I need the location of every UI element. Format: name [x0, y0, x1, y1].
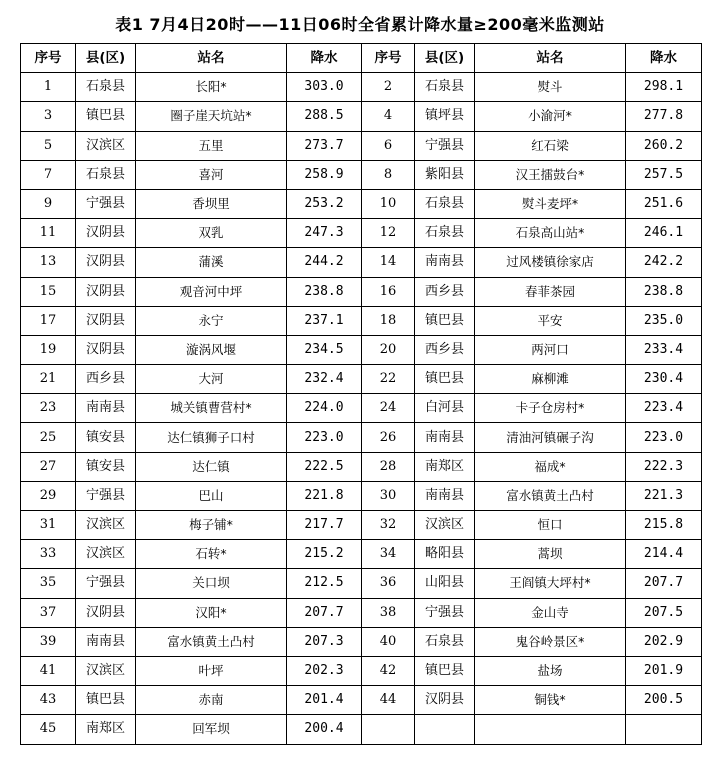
seq-cell: 4	[362, 102, 415, 131]
county-cell: 镇巴县	[415, 656, 475, 685]
county-cell: 石泉县	[415, 189, 475, 218]
table-row	[21, 73, 702, 102]
precipitation-cell: 277.8	[626, 102, 702, 131]
precipitation-cell: 238.8	[287, 277, 362, 306]
seq-cell: 44	[362, 686, 415, 715]
precipitation-cell: 207.3	[287, 627, 362, 656]
precipitation-cell: 212.5	[287, 569, 362, 598]
precipitation-cell: 232.4	[287, 365, 362, 394]
table-row	[21, 131, 702, 160]
precipitation-cell: 253.2	[287, 189, 362, 218]
station-cell: 王阎镇大坪村*	[475, 569, 626, 598]
seq-cell: 20	[362, 335, 415, 364]
county-cell: 镇安县	[76, 452, 136, 481]
precipitation-cell: 207.7	[287, 598, 362, 627]
seq-cell: 35	[21, 569, 76, 598]
precipitation-cell: 303.0	[287, 73, 362, 102]
table-row	[21, 423, 702, 452]
seq-cell: 33	[21, 540, 76, 569]
station-cell: 富水镇黄土凸村	[136, 627, 287, 656]
table-row	[21, 277, 702, 306]
seq-cell: 6	[362, 131, 415, 160]
header-county: 县(区)	[415, 44, 475, 73]
seq-cell: 17	[21, 306, 76, 335]
precipitation-cell: 237.1	[287, 306, 362, 335]
station-cell: 关口坝	[136, 569, 287, 598]
station-cell: 金山寺	[475, 598, 626, 627]
station-cell: 恒口	[475, 511, 626, 540]
table-row	[21, 306, 702, 335]
seq-cell: 38	[362, 598, 415, 627]
table-title: 表1 7月4日20时——11日06时全省累计降水量≥200毫米监测站	[115, 15, 605, 34]
table-row	[21, 219, 702, 248]
station-cell: 达仁镇	[136, 452, 287, 481]
precipitation-cell: 244.2	[287, 248, 362, 277]
seq-cell: 3	[21, 102, 76, 131]
seq-cell: 1	[21, 73, 76, 102]
station-cell: 石转*	[136, 540, 287, 569]
precipitation-cell: 202.9	[626, 627, 702, 656]
county-cell: 镇巴县	[76, 102, 136, 131]
station-cell: 观音河中坪	[136, 277, 287, 306]
county-cell	[415, 715, 475, 744]
seq-cell: 2	[362, 73, 415, 102]
seq-cell: 9	[21, 189, 76, 218]
seq-cell: 30	[362, 481, 415, 510]
county-cell: 镇巴县	[415, 365, 475, 394]
seq-cell: 19	[21, 335, 76, 364]
seq-cell: 25	[21, 423, 76, 452]
station-cell: 过风楼镇徐家店	[475, 248, 626, 277]
station-cell: 巴山	[136, 481, 287, 510]
county-cell: 南郑区	[415, 452, 475, 481]
table-row	[21, 365, 702, 394]
county-cell: 南南县	[76, 627, 136, 656]
seq-cell: 27	[21, 452, 76, 481]
seq-cell: 42	[362, 656, 415, 685]
precipitation-cell: 235.0	[626, 306, 702, 335]
seq-cell: 5	[21, 131, 76, 160]
county-cell: 山阳县	[415, 569, 475, 598]
header-seq: 序号	[362, 44, 415, 73]
table-row	[21, 511, 702, 540]
station-cell: 平安	[475, 306, 626, 335]
county-cell: 西乡县	[415, 335, 475, 364]
seq-cell: 29	[21, 481, 76, 510]
station-cell: 麻柳滩	[475, 365, 626, 394]
precipitation-cell: 242.2	[626, 248, 702, 277]
station-cell: 圈子崖天坑站*	[136, 102, 287, 131]
seq-cell: 23	[21, 394, 76, 423]
seq-cell: 14	[362, 248, 415, 277]
county-cell: 镇巴县	[76, 686, 136, 715]
precipitation-cell: 215.8	[626, 511, 702, 540]
precipitation-cell: 201.9	[626, 656, 702, 685]
seq-cell: 37	[21, 598, 76, 627]
county-cell: 南南县	[415, 423, 475, 452]
table-row	[21, 102, 702, 131]
precipitation-cell: 200.4	[287, 715, 362, 744]
station-cell: 富水镇黄土凸村	[475, 481, 626, 510]
seq-cell: 26	[362, 423, 415, 452]
station-cell: 鬼谷岭景区*	[475, 627, 626, 656]
table-row	[21, 540, 702, 569]
seq-cell: 39	[21, 627, 76, 656]
seq-cell: 16	[362, 277, 415, 306]
station-cell: 双乳	[136, 219, 287, 248]
county-cell: 宁强县	[76, 481, 136, 510]
seq-cell: 18	[362, 306, 415, 335]
table-row	[21, 686, 702, 715]
station-cell: 盐场	[475, 656, 626, 685]
station-cell: 汉阳*	[136, 598, 287, 627]
county-cell: 略阳县	[415, 540, 475, 569]
seq-cell: 12	[362, 219, 415, 248]
seq-cell: 34	[362, 540, 415, 569]
county-cell: 汉阴县	[76, 598, 136, 627]
precipitation-cell: 214.4	[626, 540, 702, 569]
header-row	[21, 44, 702, 73]
precipitation-cell: 258.9	[287, 160, 362, 189]
precipitation-cell: 222.5	[287, 452, 362, 481]
station-cell: 叶坪	[136, 656, 287, 685]
seq-cell: 32	[362, 511, 415, 540]
station-cell: 熨斗	[475, 73, 626, 102]
county-cell: 汉滨区	[76, 540, 136, 569]
precipitation-cell: 201.4	[287, 686, 362, 715]
seq-cell	[362, 715, 415, 744]
header-station: 站名	[136, 44, 287, 73]
county-cell: 石泉县	[415, 73, 475, 102]
precipitation-cell: 238.8	[626, 277, 702, 306]
station-cell: 铜钱*	[475, 686, 626, 715]
header-precipitation: 降水	[287, 44, 362, 73]
station-cell: 春菲茶园	[475, 277, 626, 306]
seq-cell: 41	[21, 656, 76, 685]
table-row	[21, 189, 702, 218]
county-cell: 汉阴县	[76, 277, 136, 306]
county-cell: 镇巴县	[415, 306, 475, 335]
precipitation-cell	[626, 715, 702, 744]
table-row	[21, 394, 702, 423]
precipitation-cell: 222.3	[626, 452, 702, 481]
county-cell: 紫阳县	[415, 160, 475, 189]
seq-cell: 10	[362, 189, 415, 218]
county-cell: 石泉县	[76, 73, 136, 102]
seq-cell: 45	[21, 715, 76, 744]
table-row	[21, 569, 702, 598]
precipitation-cell: 202.3	[287, 656, 362, 685]
station-cell: 回军坝	[136, 715, 287, 744]
county-cell: 宁强县	[415, 131, 475, 160]
county-cell: 石泉县	[415, 219, 475, 248]
station-cell: 红石梁	[475, 131, 626, 160]
table-row	[21, 481, 702, 510]
table-row	[21, 160, 702, 189]
county-cell: 南南县	[415, 248, 475, 277]
seq-cell: 13	[21, 248, 76, 277]
county-cell: 南郑区	[76, 715, 136, 744]
county-cell: 汉滨区	[76, 131, 136, 160]
precipitation-cell: 223.4	[626, 394, 702, 423]
table-row	[21, 598, 702, 627]
seq-cell: 7	[21, 160, 76, 189]
station-cell: 大河	[136, 365, 287, 394]
station-cell: 蒿坝	[475, 540, 626, 569]
header-precipitation: 降水	[626, 44, 702, 73]
precipitation-cell: 221.8	[287, 481, 362, 510]
station-cell: 达仁镇狮子口村	[136, 423, 287, 452]
precipitation-cell: 223.0	[287, 423, 362, 452]
precipitation-cell: 215.2	[287, 540, 362, 569]
county-cell: 宁强县	[415, 598, 475, 627]
station-cell: 蒲溪	[136, 248, 287, 277]
precipitation-cell: 221.3	[626, 481, 702, 510]
seq-cell: 28	[362, 452, 415, 481]
precipitation-cell: 224.0	[287, 394, 362, 423]
county-cell: 汉阴县	[76, 219, 136, 248]
station-cell: 福成*	[475, 452, 626, 481]
rainfall-table	[20, 43, 702, 745]
precipitation-cell: 217.7	[287, 511, 362, 540]
precipitation-cell: 207.5	[626, 598, 702, 627]
precipitation-cell: 200.5	[626, 686, 702, 715]
station-cell: 熨斗麦坪*	[475, 189, 626, 218]
precipitation-cell: 246.1	[626, 219, 702, 248]
header-seq: 序号	[21, 44, 76, 73]
station-cell: 石泉高山站*	[475, 219, 626, 248]
table-row	[21, 335, 702, 364]
table-row	[21, 715, 702, 744]
station-cell: 卡子仓房村*	[475, 394, 626, 423]
seq-cell: 31	[21, 511, 76, 540]
county-cell: 石泉县	[76, 160, 136, 189]
precipitation-cell: 298.1	[626, 73, 702, 102]
county-cell: 汉滨区	[76, 656, 136, 685]
seq-cell: 11	[21, 219, 76, 248]
county-cell: 西乡县	[76, 365, 136, 394]
precipitation-cell: 230.4	[626, 365, 702, 394]
station-cell: 喜河	[136, 160, 287, 189]
station-cell: 清油河镇碾子沟	[475, 423, 626, 452]
seq-cell: 43	[21, 686, 76, 715]
station-cell	[475, 715, 626, 744]
precipitation-cell: 251.6	[626, 189, 702, 218]
precipitation-cell: 234.5	[287, 335, 362, 364]
header-station: 站名	[475, 44, 626, 73]
county-cell: 镇安县	[76, 423, 136, 452]
precipitation-cell: 273.7	[287, 131, 362, 160]
county-cell: 汉阴县	[76, 248, 136, 277]
seq-cell: 21	[21, 365, 76, 394]
header-county: 县(区)	[76, 44, 136, 73]
station-cell: 两河口	[475, 335, 626, 364]
precipitation-cell: 247.3	[287, 219, 362, 248]
county-cell: 汉阴县	[76, 306, 136, 335]
station-cell: 永宁	[136, 306, 287, 335]
station-cell: 汉王擂鼓台*	[475, 160, 626, 189]
station-cell: 赤南	[136, 686, 287, 715]
station-cell: 小渝河*	[475, 102, 626, 131]
precipitation-cell: 223.0	[626, 423, 702, 452]
seq-cell: 15	[21, 277, 76, 306]
county-cell: 石泉县	[415, 627, 475, 656]
table-row	[21, 627, 702, 656]
county-cell: 南南县	[76, 394, 136, 423]
precipitation-cell: 260.2	[626, 131, 702, 160]
seq-cell: 22	[362, 365, 415, 394]
county-cell: 汉阴县	[76, 335, 136, 364]
table-row	[21, 248, 702, 277]
station-cell: 漩涡风堰	[136, 335, 287, 364]
county-cell: 南南县	[415, 481, 475, 510]
seq-cell: 24	[362, 394, 415, 423]
county-cell: 汉滨区	[415, 511, 475, 540]
county-cell: 西乡县	[415, 277, 475, 306]
county-cell: 汉阴县	[415, 686, 475, 715]
table-row	[21, 452, 702, 481]
seq-cell: 40	[362, 627, 415, 656]
station-cell: 梅子铺*	[136, 511, 287, 540]
station-cell: 城关镇曹营村*	[136, 394, 287, 423]
station-cell: 五里	[136, 131, 287, 160]
seq-cell: 8	[362, 160, 415, 189]
table-row	[21, 656, 702, 685]
county-cell: 白河县	[415, 394, 475, 423]
station-cell: 香坝里	[136, 189, 287, 218]
station-cell: 长阳*	[136, 73, 287, 102]
precipitation-cell: 233.4	[626, 335, 702, 364]
precipitation-cell: 288.5	[287, 102, 362, 131]
county-cell: 宁强县	[76, 569, 136, 598]
county-cell: 汉滨区	[76, 511, 136, 540]
county-cell: 镇坪县	[415, 102, 475, 131]
precipitation-cell: 257.5	[626, 160, 702, 189]
precipitation-cell: 207.7	[626, 569, 702, 598]
county-cell: 宁强县	[76, 189, 136, 218]
seq-cell: 36	[362, 569, 415, 598]
